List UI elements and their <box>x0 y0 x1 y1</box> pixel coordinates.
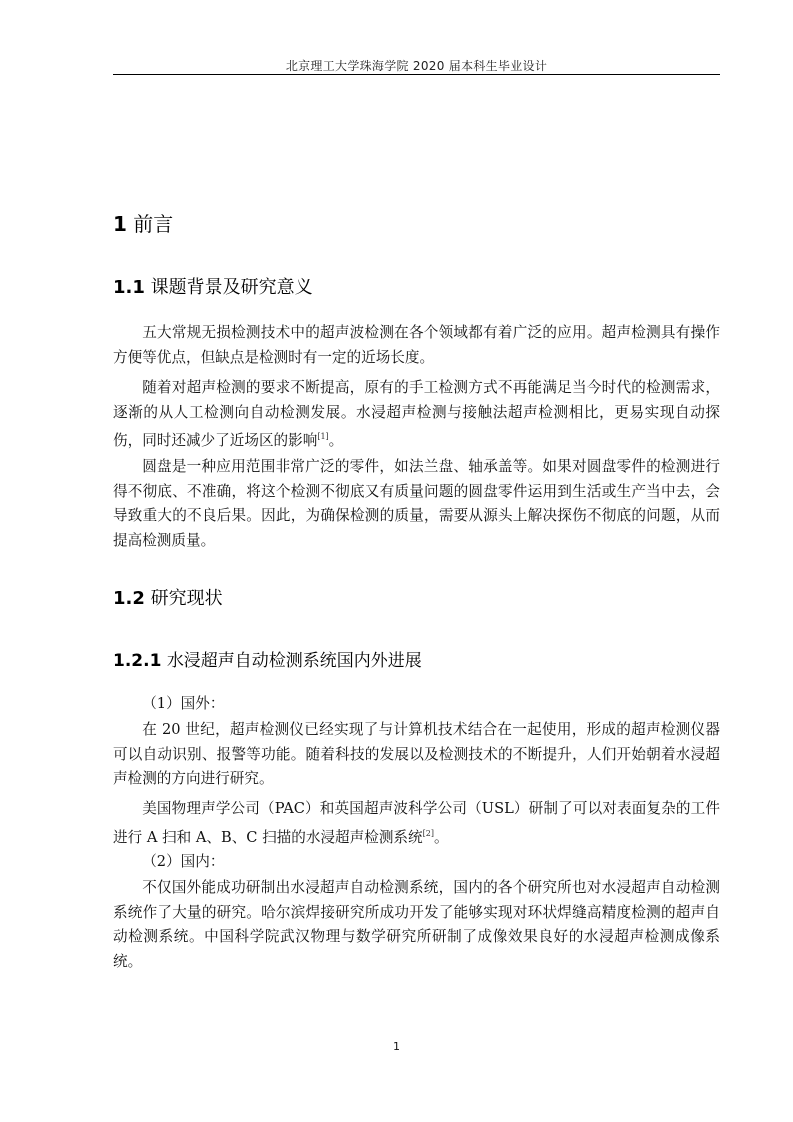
heading-section-1-1 <box>113 273 313 299</box>
paragraph-4: （1）国外： <box>142 695 225 712</box>
heading-chapter-1 <box>113 208 173 237</box>
heading-title: 研究现状 <box>150 588 223 609</box>
heading-title: 课题背景及研究意义 <box>150 277 313 298</box>
paragraph-end: 。 <box>328 431 344 449</box>
paragraph-1: 五大常规无损检测技术中的超声波检测在各个领域都有着广泛的应用。超声检测具有操作方便等优点，但缺点是检测时有一定的近场长度。 <box>113 324 720 366</box>
heading-section-1-2-1 <box>113 646 422 671</box>
heading-number: 1.2 <box>113 588 145 609</box>
header-divider <box>113 74 720 75</box>
paragraph-6 <box>113 797 720 850</box>
paragraph-7: （2）国内： <box>142 853 225 870</box>
paragraph-8: 不仅国外能成功研制出水浸超声自动检测系统，国内的各个研究所也对水浸超声自动检测系统作了大量的研究。哈尔滨焊接研究所成功开发了能够实现对环状焊缝高精度检测的超声自动检测系统。中国科学院武汉物理与数学研究所研制了成像效果良好的水浸超声检测成像系统。 <box>113 879 720 970</box>
heading-number: 1.2.1 <box>113 651 162 671</box>
paragraph-end: 。 <box>433 828 449 846</box>
page-number: 1 <box>393 1040 400 1053</box>
heading-section-1-2 <box>113 584 223 610</box>
running-header: 北京理工大学珠海学院 2020 届本科生毕业设计 <box>285 59 548 73</box>
paragraph-5: 在 20 世纪，超声检测仪已经实现了与计算机技术结合在一起使用，形成的超声检测仪器可以自动识别、报警等功能。随着科技的发展以及检测技术的不断提升，人们开始朝着水浸超声检测的方向进行研究。 <box>113 721 720 787</box>
paragraph-2 <box>113 376 720 453</box>
paragraph-text: 美国物理声学公司（PAC）和英国超声波科学公司（USL）研制了可以对表面复杂的工件进行 A 扫和 A、B、C 扫描的水浸超声检测系统 <box>113 800 720 846</box>
heading-title: 前言 <box>133 212 174 236</box>
paragraph-3: 圆盘是一种应用范围非常广泛的零件，如法兰盘、轴承盖等。如果对圆盘零件的检测进行得不彻底、不准确，将这个检测不彻底又有质量问题的圆盘零件运用到生活或生产当中去，会导致重大的不良后果。因此，为确保检测的质量，需要从源头上解决探伤不彻底的问题，从而提高检测质量。 <box>113 458 720 549</box>
paragraph-text: 随着对超声检测的要求不断提高，原有的手工检测方式不再能满足当今时代的检测需求，逐渐的从人工检测向自动检测发展。水浸超声检测与接触法超声检测相比，更易实现自动探伤，同时还减少了近场区的影响 <box>113 379 720 449</box>
heading-number: 1 <box>113 212 127 236</box>
citation-ref[interactable]: [2] <box>422 828 434 838</box>
heading-number: 1.1 <box>113 277 145 298</box>
citation-ref[interactable]: [1] <box>317 432 329 441</box>
heading-title: 水浸超声自动检测系统国内外进展 <box>166 651 422 671</box>
